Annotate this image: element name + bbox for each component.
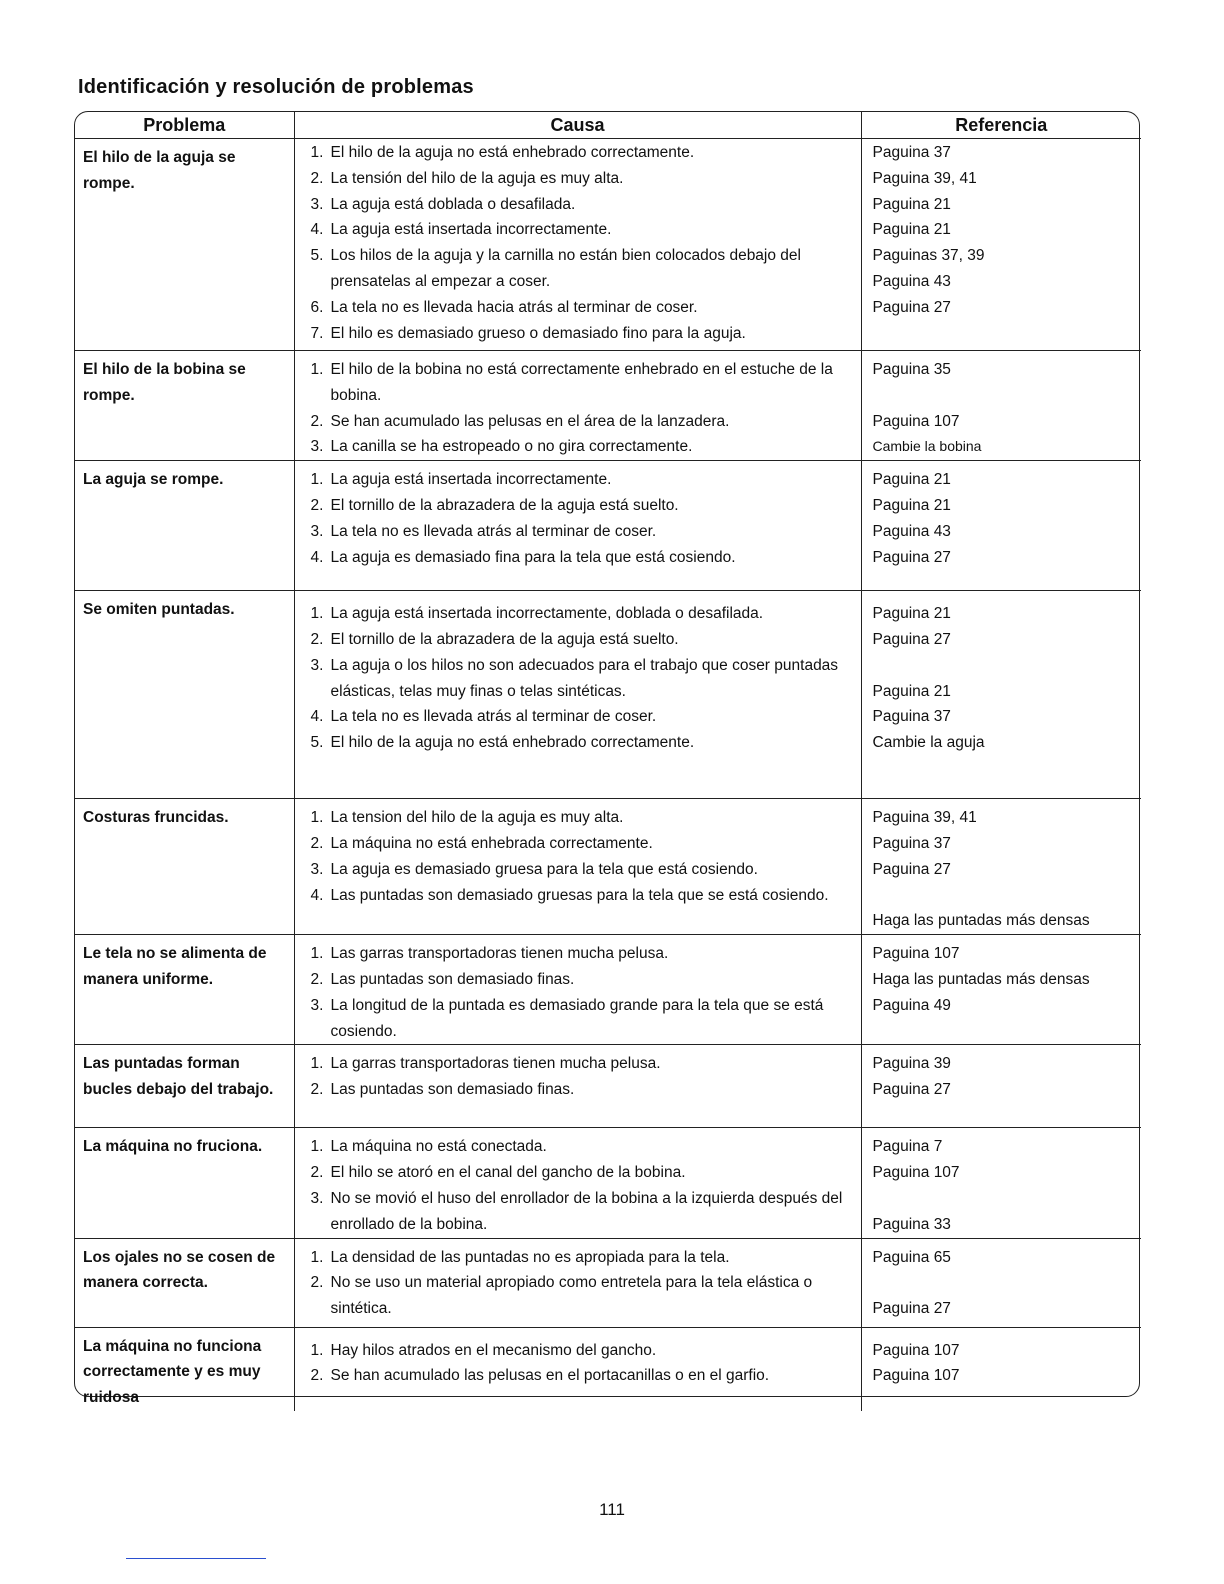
problem-cell: La aguja se rompe. <box>75 461 294 591</box>
cause-item <box>311 321 851 347</box>
reference-item: Paguina 33 <box>872 1215 951 1233</box>
page-number: 111 <box>599 1500 625 1519</box>
cause-number: 3. <box>310 656 324 674</box>
cause-list <box>295 467 861 570</box>
cause-text: La máquina no está conectada. <box>330 1138 547 1156</box>
cause-text: Se han acumulado las pelusas en el portacanillas o en el garfio. <box>330 1367 770 1385</box>
header-problem: Problema <box>75 112 294 139</box>
reference-list <box>862 1338 1142 1390</box>
reference-list <box>862 601 1142 756</box>
cause-item <box>311 1186 851 1238</box>
cause-list <box>295 140 861 346</box>
reference-item: Paguina 35 <box>872 361 951 378</box>
cause-cell <box>294 591 861 799</box>
cause-number: 1. <box>310 144 324 161</box>
cause-list <box>295 1338 861 1390</box>
cause-number: 3. <box>310 996 324 1014</box>
cause-item <box>311 730 851 756</box>
cause-text: La tela no es llevada atrás al terminar de coser. <box>330 708 657 726</box>
cause-item <box>311 1077 851 1103</box>
reference-item: Paguina 39, 41 <box>872 809 977 827</box>
cause-item <box>311 467 851 493</box>
cause-item <box>311 601 851 627</box>
reference-cell <box>861 935 1141 1045</box>
cause-text: Las puntadas son demasiado gruesas para la tela que se está cosiendo. <box>330 886 829 904</box>
reference-item <box>873 1186 1136 1212</box>
cause-number: 1. <box>310 471 324 489</box>
cause-number: 4. <box>310 886 324 904</box>
reference-item: Paguina 107 <box>872 945 960 963</box>
cause-text: El hilo de la aguja no está enhebrado correctamente. <box>330 734 695 752</box>
cause-text: La densidad de las puntadas no es apropiada para la tela. <box>330 1248 730 1266</box>
cause-number: 4. <box>310 221 324 239</box>
table-row <box>75 799 1141 935</box>
reference-item: Paguina 107 <box>872 1367 960 1385</box>
cause-number: 1. <box>310 361 324 378</box>
cause-item <box>311 519 851 545</box>
cause-number: 2. <box>310 1274 324 1292</box>
cause-text: La aguja está doblada o desafilada. <box>330 195 576 213</box>
cause-text: No se movió el huso del enrollador de la bobina a la izquierda después del enrollado de la bobina. <box>330 1189 843 1233</box>
cause-number: 2. <box>310 169 324 187</box>
cause-list <box>295 941 861 1044</box>
reference-list <box>862 1051 1142 1103</box>
cause-item <box>311 192 851 218</box>
reference-cell <box>861 591 1141 799</box>
reference-item: Paguina 21 <box>872 605 951 623</box>
cause-number: 1. <box>310 1341 324 1359</box>
reference-cell <box>861 139 1141 351</box>
cause-text: El hilo se atoró en el canal del gancho de la bobina. <box>330 1164 686 1182</box>
cause-text: La tensión del hilo de la aguja es muy alta. <box>330 169 624 187</box>
cause-item <box>311 1338 851 1364</box>
cause-number: 6. <box>310 298 324 316</box>
problem-cell: La máquina no funciona correctamente y es muy ruidosa <box>75 1327 294 1411</box>
cause-number: 5. <box>310 247 324 265</box>
cause-text: La aguja es demasiado fina para la tela que está cosiendo. <box>330 548 736 566</box>
cause-text: La canilla se ha estropeado o no gira correctamente. <box>330 438 693 456</box>
cause-text: Las puntadas son demasiado finas. <box>330 970 575 988</box>
reference-item: Paguina 65 <box>872 1248 951 1266</box>
problem-cell: El hilo de la bobina se rompe. <box>75 351 294 461</box>
cause-text: Hay hilos atrados en el mecanismo del gancho. <box>330 1341 657 1359</box>
cause-item <box>311 883 851 909</box>
cause-item <box>311 967 851 993</box>
cause-list <box>295 601 861 756</box>
cause-number: 1. <box>310 605 324 623</box>
reference-cell <box>861 799 1141 935</box>
reference-item: Paguina 27 <box>872 630 951 648</box>
reference-list <box>862 1245 1142 1322</box>
cause-number: 2. <box>310 496 324 514</box>
cause-number: 1. <box>310 1248 324 1266</box>
cause-text: Las garras transportadoras tienen mucha pelusa. <box>330 945 669 963</box>
reference-item: Paguina 107 <box>872 1341 960 1359</box>
reference-item: Haga las puntadas más densas <box>872 970 1090 988</box>
reference-cell <box>861 1045 1141 1128</box>
troubleshooting-table <box>74 111 1140 1407</box>
cause-number: 2. <box>310 1164 324 1182</box>
problem-cell: Los ojales no se cosen de manera correcta. <box>75 1238 294 1327</box>
reference-list <box>862 140 1142 321</box>
cause-number: 3. <box>310 860 324 878</box>
header-reference: Referencia <box>861 112 1141 139</box>
table-row <box>75 1128 1141 1238</box>
cause-number: 4. <box>310 708 324 726</box>
cause-number: 2. <box>310 1367 324 1385</box>
cause-cell <box>294 1045 861 1128</box>
cause-text: La aguja está insertada incorrectamente, doblada o desafilada. <box>330 605 764 623</box>
problem-cell: El hilo de la aguja se rompe. <box>83 149 236 192</box>
reference-item: Paguina 21 <box>872 682 951 700</box>
reference-item: Paguina 27 <box>872 1081 951 1099</box>
reference-list <box>862 805 1142 934</box>
reference-list <box>862 357 1142 460</box>
cause-item <box>311 217 851 243</box>
reference-item: Paguina 21 <box>872 221 951 239</box>
cause-item <box>311 831 851 857</box>
cause-text: Se han acumulado las pelusas en el área de la lanzadera. <box>330 412 730 430</box>
cause-list <box>295 805 861 908</box>
cause-number: 2. <box>310 834 324 852</box>
reference-item: Paguina 27 <box>872 860 951 878</box>
reference-list <box>862 467 1142 570</box>
table-row <box>75 1238 1141 1327</box>
cause-text: Los hilos de la aguja y la carnilla no están bien colocados debajo del prensatelas al empezar a coser. <box>330 247 801 290</box>
cause-item <box>311 1245 851 1271</box>
reference-item: Paguina 37 <box>872 144 951 161</box>
cause-number: 3. <box>310 195 324 213</box>
table-row <box>75 1327 1141 1411</box>
header-cause: Causa <box>294 112 861 139</box>
cause-item <box>311 140 851 166</box>
reference-item: Paguina 107 <box>872 1164 960 1182</box>
cause-text: Las puntadas son demasiado finas. <box>330 1081 575 1099</box>
reference-item: Paguina 39, 41 <box>872 169 977 187</box>
table-row <box>75 461 1141 591</box>
cause-number: 1. <box>310 945 324 963</box>
cause-item <box>311 295 851 321</box>
cause-item <box>311 357 851 409</box>
reference-item: Paguina 37 <box>872 708 951 726</box>
problem-cell: La máquina no fruciona. <box>75 1128 294 1238</box>
reference-item <box>873 883 1136 909</box>
cause-item <box>311 434 851 460</box>
reference-item: Paguina 21 <box>872 195 951 213</box>
table-row <box>75 351 1141 461</box>
cause-list <box>295 1051 861 1103</box>
reference-item: Paguina 27 <box>872 548 951 566</box>
cause-text: La tela no es llevada atrás al terminar de coser. <box>330 522 657 540</box>
cause-item <box>311 805 851 831</box>
problem-cell: Le tela no se alimenta de manera uniforme. <box>75 935 294 1045</box>
reference-list <box>862 1134 1142 1237</box>
reference-item: Paguina 21 <box>872 471 951 489</box>
cause-item <box>311 1051 851 1077</box>
table-row <box>75 139 1141 351</box>
cause-cell <box>294 461 861 591</box>
cause-text: La longitud de la puntada es demasiado grande para la tela que se está cosiendo. <box>330 996 824 1040</box>
cause-text: La máquina no está enhebrada correctamente. <box>330 834 653 852</box>
cause-text: La aguja está insertada incorrectamente. <box>330 471 612 489</box>
cause-number: 2. <box>310 1081 324 1099</box>
reference-item: Paguina 39 <box>872 1055 951 1073</box>
page-title: Identificación y resolución de problemas <box>78 76 474 98</box>
cause-number: 1. <box>310 1055 324 1073</box>
cause-text: La aguja está insertada incorrectamente. <box>330 221 612 239</box>
cause-item <box>311 1270 851 1322</box>
cause-number: 2. <box>310 630 324 648</box>
cause-cell <box>294 351 861 461</box>
cause-list <box>295 357 861 460</box>
cause-number: 1. <box>310 809 324 827</box>
header-row <box>75 112 1141 139</box>
reference-item: Paguina 27 <box>872 1300 951 1318</box>
cause-item <box>311 545 851 571</box>
cause-list <box>295 1245 861 1322</box>
table-row <box>75 1045 1141 1128</box>
reference-item: Paguina 27 <box>872 298 951 316</box>
reference-item: Paguina 7 <box>872 1138 943 1156</box>
footer-link-underline <box>126 1558 266 1559</box>
cause-item <box>311 243 851 295</box>
problem-cell: Las puntadas forman bucles debajo del trabajo. <box>75 1045 294 1128</box>
cause-item <box>311 941 851 967</box>
reference-item: Cambie la bobina <box>872 438 982 455</box>
cause-cell <box>294 139 861 351</box>
table-row <box>75 935 1141 1045</box>
cause-text: El hilo de la bobina no está correctamente enhebrado en el estuche de la bobina. <box>330 361 833 404</box>
cause-text: La aguja o los hilos no son adecuados para el trabajo que coser puntadas elásticas, telas muy finas o telas sintéticas. <box>330 656 839 700</box>
reference-cell <box>861 461 1141 591</box>
cause-list <box>295 1134 861 1237</box>
cause-item <box>311 857 851 883</box>
cause-number: 3. <box>310 522 324 540</box>
reference-item: Paguina 49 <box>872 996 951 1014</box>
reference-item <box>873 383 1136 409</box>
cause-number: 2. <box>310 970 324 988</box>
reference-item <box>873 653 1136 679</box>
cause-number: 4. <box>310 548 324 566</box>
cause-text: La tela no es llevada hacia atrás al terminar de coser. <box>330 298 698 316</box>
cause-cell <box>294 935 861 1045</box>
cause-text: El hilo es demasiado grueso o demasiado fino para la aguja. <box>330 324 746 342</box>
problem-cell: Costuras fruncidas. <box>75 799 294 935</box>
cause-item <box>311 704 851 730</box>
table-body <box>75 139 1141 1411</box>
cause-item <box>311 166 851 192</box>
reference-cell <box>861 1128 1141 1238</box>
reference-item: Paguina 21 <box>872 496 951 514</box>
cause-number: 5. <box>310 734 324 752</box>
cause-item <box>311 627 851 653</box>
reference-item: Paguina 43 <box>872 522 951 540</box>
cause-item <box>311 409 851 435</box>
reference-item: Paguina 43 <box>872 272 951 290</box>
cause-text: El tornillo de la abrazadera de la aguja está suelto. <box>330 496 679 514</box>
cause-cell <box>294 1238 861 1327</box>
cause-item <box>311 1363 851 1389</box>
cause-cell <box>294 799 861 935</box>
table-row <box>75 591 1141 799</box>
cause-cell <box>294 1128 861 1238</box>
cause-text: La aguja es demasiado gruesa para la tela que está cosiendo. <box>330 860 758 878</box>
cause-number: 1. <box>310 1138 324 1156</box>
cause-item <box>311 1160 851 1186</box>
reference-item: Haga las puntadas más densas <box>872 912 1090 930</box>
cause-text: El tornillo de la abrazadera de la aguja está suelto. <box>330 630 679 648</box>
cause-number: 7. <box>310 324 324 342</box>
reference-list <box>862 941 1142 1018</box>
reference-item <box>873 1270 1136 1296</box>
cause-number: 3. <box>310 1189 324 1207</box>
cause-text: La tension del hilo de la aguja es muy alta. <box>330 809 624 827</box>
cause-text: La garras transportadoras tienen mucha pelusa. <box>330 1055 661 1073</box>
cause-number: 2. <box>310 412 324 430</box>
cause-item <box>311 653 851 705</box>
reference-item: Paguina 107 <box>872 412 960 430</box>
reference-item: Cambie la aguja <box>872 734 985 752</box>
cause-text: El hilo de la aguja no está enhebrado correctamente. <box>330 144 695 161</box>
cause-text: No se uso un material apropiado como entretela para la tela elástica o sintética. <box>330 1274 813 1318</box>
reference-item: Paguina 37 <box>872 834 951 852</box>
reference-cell <box>861 1327 1141 1411</box>
cause-item <box>311 493 851 519</box>
cause-cell <box>294 1327 861 1411</box>
cause-item <box>311 993 851 1045</box>
reference-cell <box>861 1238 1141 1327</box>
cause-item <box>311 1134 851 1160</box>
problem-cell: Se omiten puntadas. <box>75 591 294 799</box>
reference-cell <box>861 351 1141 461</box>
reference-item: Paguinas 37, 39 <box>872 247 985 265</box>
cause-number: 3. <box>310 438 324 456</box>
